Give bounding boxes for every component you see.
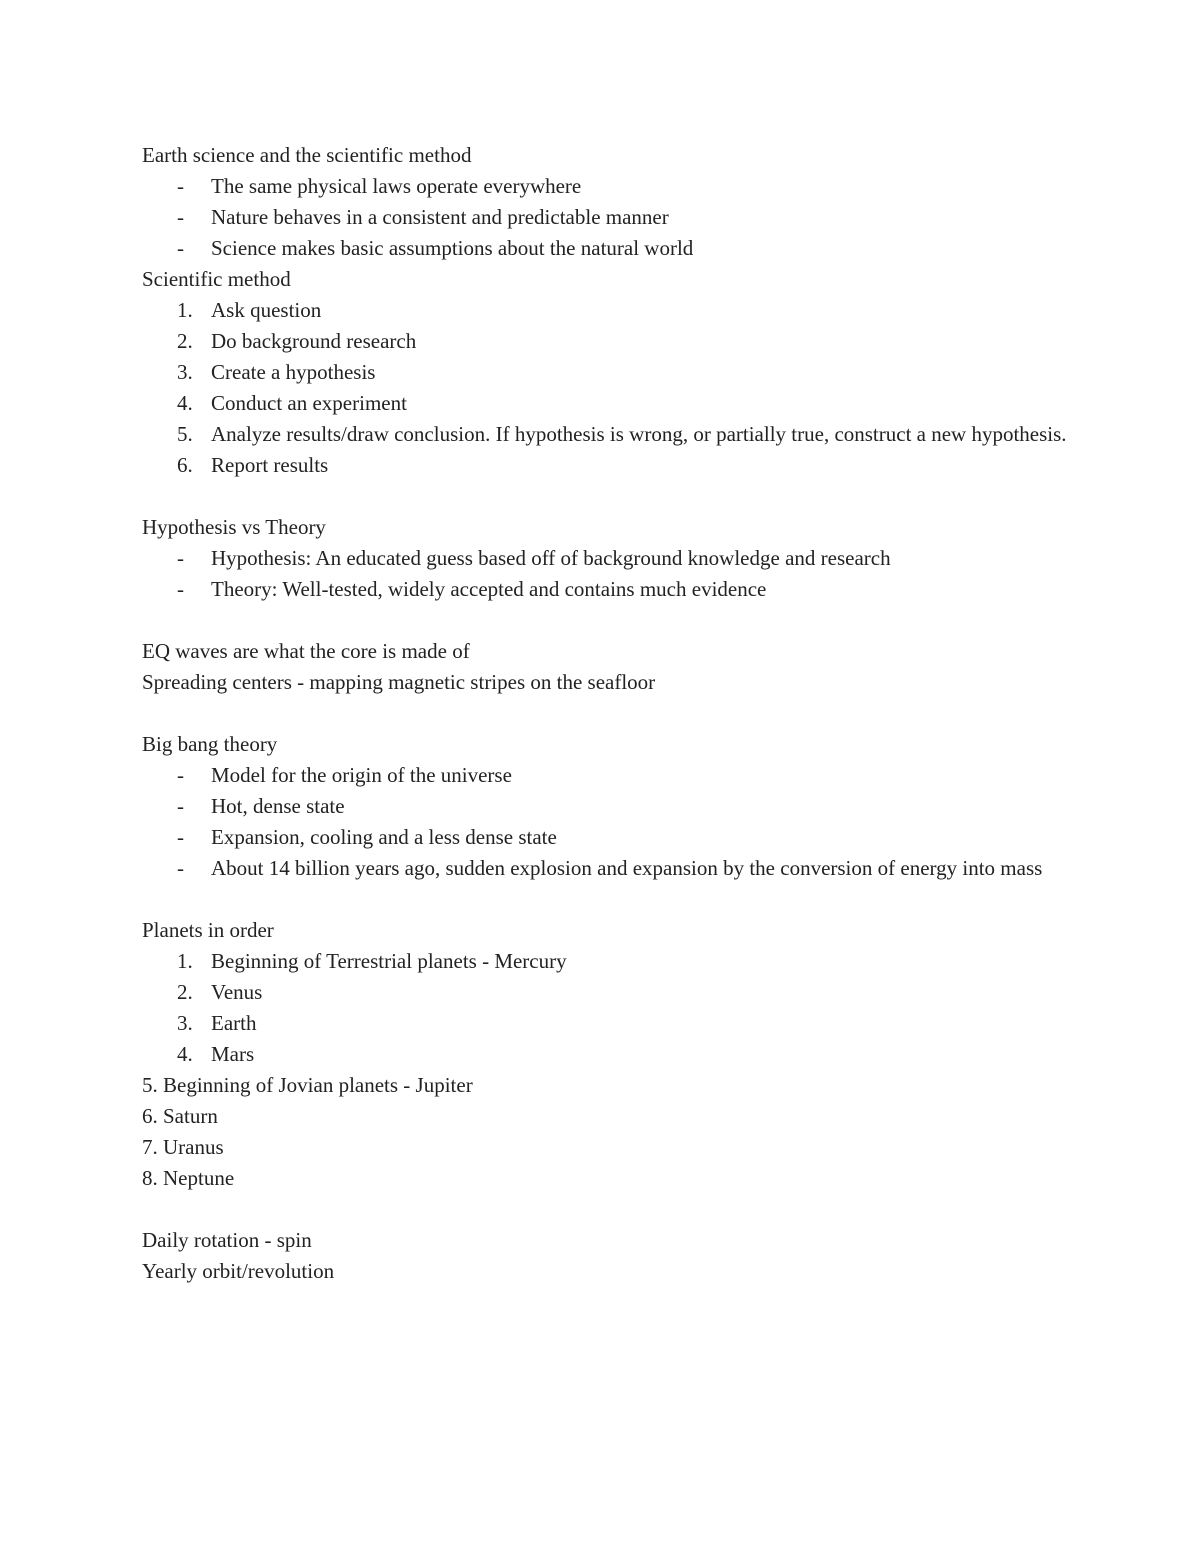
spacer (142, 481, 1082, 512)
planet-line: 8. Neptune (142, 1166, 235, 1190)
section-heading: Planets in order (142, 918, 274, 942)
planet-line: 5. Beginning of Jovian planets - Jupiter (142, 1073, 473, 1097)
list-number: 1. (177, 949, 193, 973)
spacer (142, 1194, 1082, 1225)
bullet-item: - Theory: Well-tested, widely accepted and contains much evidence (142, 574, 1082, 605)
note-line: EQ waves are what the core is made of (142, 639, 470, 663)
spacer (142, 698, 1082, 729)
bullet-marker: - (177, 174, 184, 198)
numbered-item: 1. Ask question (142, 295, 1082, 326)
numbered-item: 2. Do background research (142, 326, 1082, 357)
numbered-item: 6. Report results (142, 450, 1082, 481)
list-number: 1. (177, 298, 193, 322)
bullet-item: - Model for the origin of the universe (142, 760, 1082, 791)
numbered-item: 3. Create a hypothesis (142, 357, 1082, 388)
planet-line: 7. Uranus (142, 1135, 224, 1159)
note-line: Daily rotation - spin (142, 1228, 312, 1252)
numbered-item: 2. Venus (142, 977, 1082, 1008)
list-number: 4. (177, 391, 193, 415)
list-number: 2. (177, 329, 193, 353)
numbered-item: 4. Mars (142, 1039, 1082, 1070)
list-number: 3. (177, 1011, 193, 1035)
bullet-item: - Hypothesis: An educated guess based off of background knowledge and research (142, 543, 1082, 574)
bullet-item: - Expansion, cooling and a less dense state (142, 822, 1082, 853)
numbered-item: 1. Beginning of Terrestrial planets - Mercury (142, 946, 1082, 977)
list-number: 4. (177, 1042, 193, 1066)
bullet-marker: - (177, 856, 184, 880)
section-heading: Big bang theory (142, 732, 278, 756)
bullet-marker: - (177, 577, 184, 601)
spacer (142, 605, 1082, 636)
bullet-item: - Nature behaves in a consistent and predictable manner (142, 202, 1082, 233)
numbered-item: 4. Conduct an experiment (142, 388, 1082, 419)
bullet-marker: - (177, 236, 184, 260)
bullet-marker: - (177, 763, 184, 787)
section-heading: Hypothesis vs Theory (142, 515, 326, 539)
document-body (142, 140, 1082, 1287)
bullet-marker: - (177, 546, 184, 570)
numbered-item: 5. Analyze results/draw conclusion. If hypothesis is wrong, or partially true, construct a new hypothesis. (142, 419, 1082, 450)
list-number: 5. (177, 422, 193, 446)
bullet-marker: - (177, 825, 184, 849)
note-line: Spreading centers - mapping magnetic stripes on the seafloor (142, 670, 656, 694)
planet-line: 6. Saturn (142, 1104, 218, 1128)
note-line: Yearly orbit/revolution (142, 1259, 335, 1283)
bullet-item: - Science makes basic assumptions about the natural world (142, 233, 1082, 264)
section-heading: Earth science and the scientific method (142, 143, 472, 167)
numbered-item: 3. Earth (142, 1008, 1082, 1039)
spacer (142, 884, 1082, 915)
bullet-marker: - (177, 794, 184, 818)
bullet-item: - The same physical laws operate everywhere (142, 171, 1082, 202)
bullet-marker: - (177, 205, 184, 229)
list-number: 3. (177, 360, 193, 384)
bullet-item: - About 14 billion years ago, sudden explosion and expansion by the conversion of energy into mass (142, 853, 1082, 884)
list-number: 2. (177, 980, 193, 1004)
bullet-item: - Hot, dense state (142, 791, 1082, 822)
list-number: 6. (177, 453, 193, 477)
section-heading: Scientific method (142, 267, 291, 291)
